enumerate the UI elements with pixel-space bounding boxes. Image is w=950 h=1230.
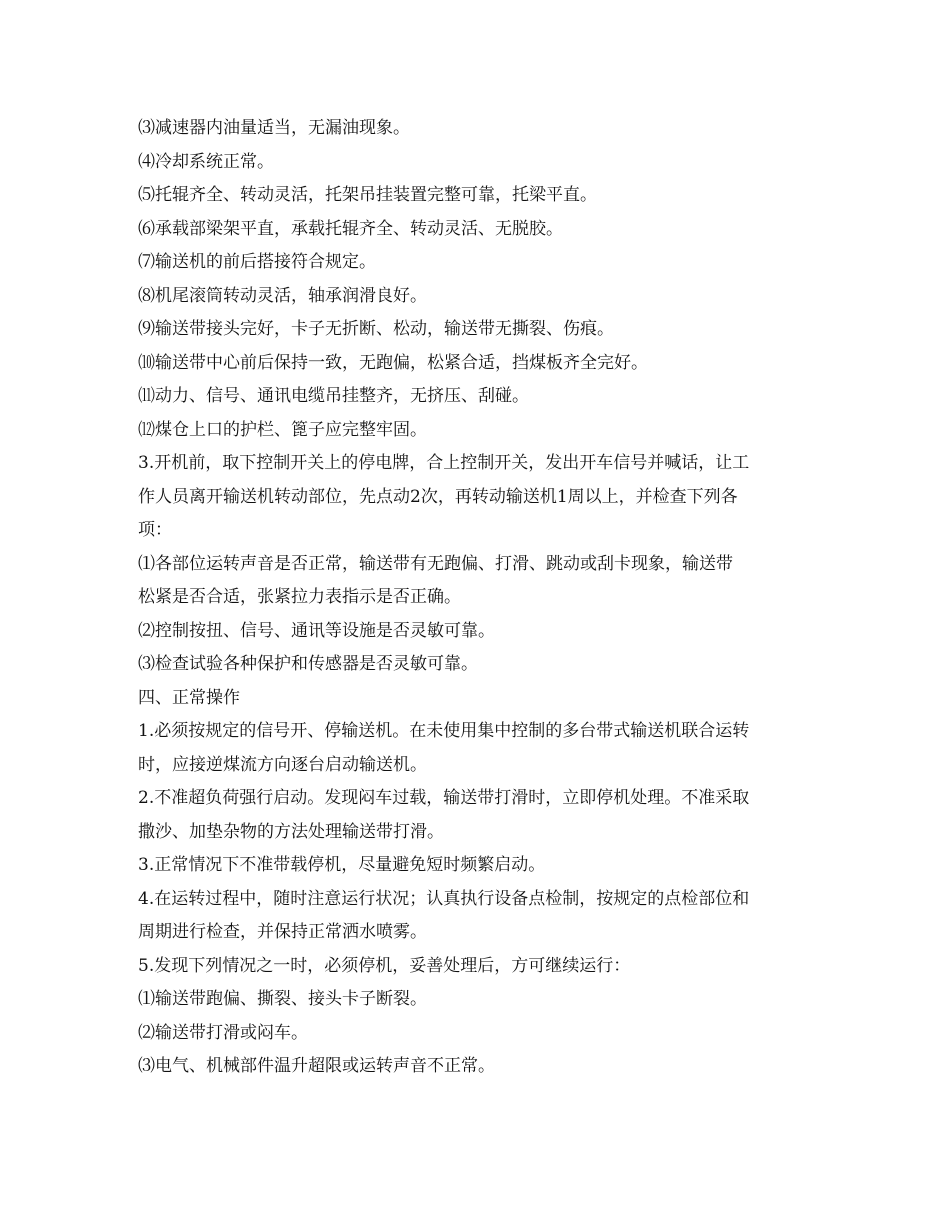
- text-line: ⑸托辊齐全、转动灵活，托架吊挂装置完整可靠，托梁平直。: [138, 185, 597, 205]
- text-line: ⑶电气、机械部件温升超限或运转声音不正常。: [138, 1056, 495, 1076]
- text-line: ⑽输送带中心前后保持一致，无跑偏，松紧合适，挡煤板齐全完好。: [138, 352, 648, 373]
- text-line: 周期进行检查，并保持正常洒水喷雾。: [138, 922, 427, 942]
- document-body: [138, 112, 818, 1084]
- text-line: ⑶减速器内油量适当，无漏油现象。: [138, 118, 410, 138]
- text-line: 撒沙、加垫杂物的方法处理输送带打滑。: [138, 821, 444, 842]
- text-line: 2.不准超负荷强行启动。发现闷车过载，输送带打滑时，立即停机处理。不准采取: [138, 788, 750, 808]
- text-line: ⑹承载部梁架平直，承载托辊齐全、转动灵活、无脱胶。: [138, 218, 563, 239]
- text-line: 时，应接逆煤流方向逐台启动输送机。: [138, 754, 427, 775]
- text-line: ⑶检查试验各种保护和传感器是否灵敏可靠。: [138, 654, 478, 674]
- text-line: ⑻机尾滚筒转动灵活，轴承润滑良好。: [138, 285, 427, 306]
- section-heading: 四、正常操作: [138, 687, 240, 708]
- text-line: 作人员离开输送机转动部位，先点动2次，再转动输送机1周以上，并检查下列各: [138, 486, 738, 507]
- text-line: ⑴输送带跑偏、撕裂、接头卡子断裂。: [138, 989, 427, 1009]
- text-line: 5.发现下列情况之一时，必须停机，妥善处理后，方可继续运行：: [138, 955, 631, 976]
- text-line: ⑿煤仓上口的护栏、篦子应完整牢固。: [138, 419, 427, 440]
- text-line: 4.在运转过程中，随时注意运行状况；认真执行设备点检制，按规定的点检部位和: [138, 888, 750, 909]
- text-line: 项：: [138, 520, 172, 540]
- text-line: ⑺输送机的前后搭接符合规定。: [138, 252, 376, 272]
- text-line: ⑾动力、信号、通讯电缆吊挂整齐，无挤压、刮碰。: [138, 386, 529, 406]
- text-line: 3.开机前，取下控制开关上的停电牌，合上控制开关，发出开车信号并喊话，让工: [138, 453, 750, 473]
- text-line: ⑷冷却系统正常。: [138, 151, 274, 172]
- text-line: ⑴各部位运转声音是否正常，输送带有无跑偏、打滑、跳动或刮卡现象，输送带: [138, 553, 733, 574]
- text-line: ⑵控制按扭、信号、通讯等设施是否灵敏可靠。: [138, 620, 495, 641]
- text-line: 松紧是否合适，张紧拉力表指示是否正确。: [138, 587, 461, 607]
- text-line: 1.必须按规定的信号开、停输送机。在未使用集中控制的多台带式输送机联合运转: [138, 721, 750, 741]
- text-line: ⑵输送带打滑或闷车。: [138, 1022, 308, 1043]
- text-line: 3.正常情况下不准带载停机，尽量避免短时频繁启动。: [138, 855, 546, 875]
- text-line: ⑼输送带接头完好，卡子无折断、松动，输送带无撕裂、伤痕。: [138, 319, 614, 339]
